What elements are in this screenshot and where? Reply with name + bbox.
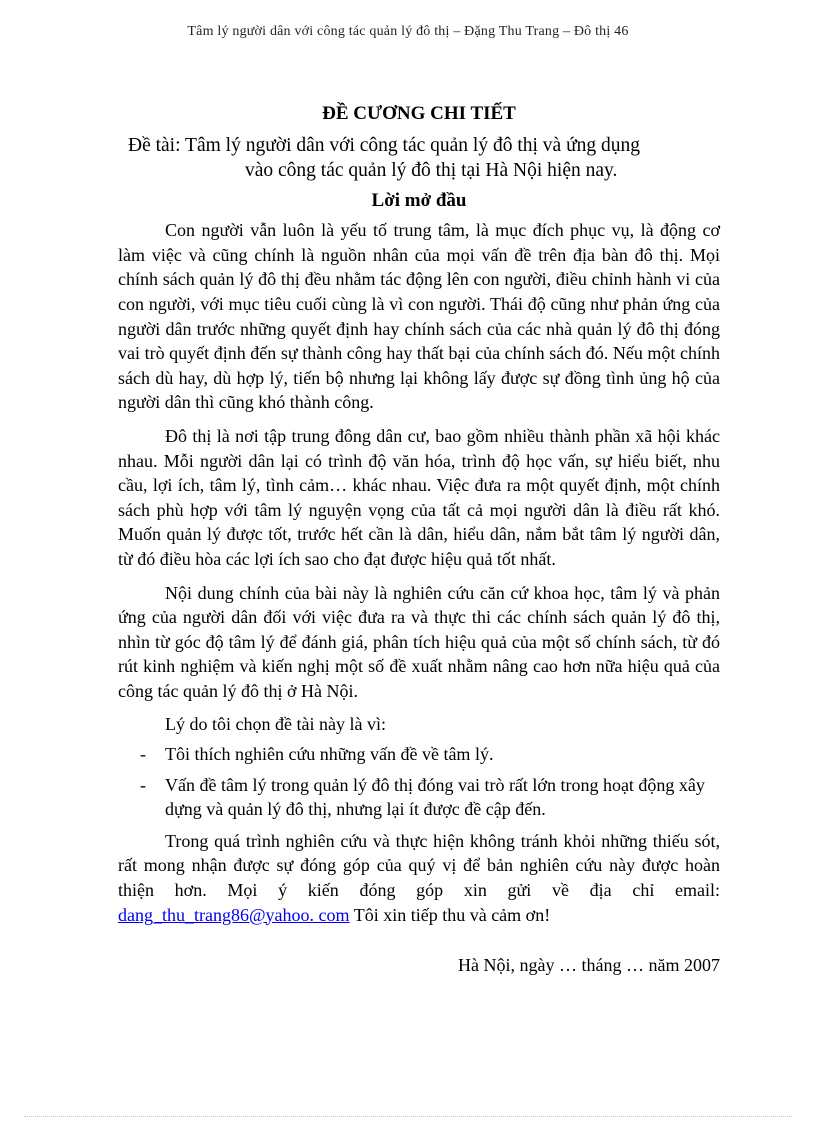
footer-divider [24,1116,792,1117]
document-title: ĐỀ CƯƠNG CHI TIẾT [322,103,516,124]
reason-text: Vấn đề tâm lý trong quản lý đô thị đóng vai trò rất lớn trong hoạt động xây dựng và quản lý đô thị, nhưng lại ít được đề cập đến. [165,774,705,820]
topic-line-1: Đề tài: Tâm lý người dân với công tác quản lý đô thị và ứng dụng [128,134,641,156]
date-signoff: Hà Nội, ngày … tháng … năm 2007 [458,955,720,976]
page-header: Tâm lý người dân với công tác quản lý đô thị – Đặng Thu Trang – Đô thị 46 [187,24,629,39]
topic-line-2: vào công tác quản lý đô thị tại Hà Nội hiện nay. [245,159,618,181]
reason-text: Tôi thích nghiên cứu những vấn đề về tâm lý. [165,744,494,765]
list-item [118,742,720,767]
email-link[interactable]: dang_thu_trang86@yahoo. com [118,904,350,925]
paragraph-closing [118,829,720,927]
topic-heading [118,133,720,183]
list-item [118,773,720,822]
bullet-dash: - [140,774,146,795]
section-subtitle: Lời mở đầu [371,189,467,211]
paragraph-urban: Đô thị là nơi tập trung đông dân cư, bao gồm nhiều thành phần xã hội khác nhau. Mỗi người dân lại có trình độ văn hóa, trình độ học vấn, sự hiểu biết, nhu cầu, lợi ích, tâm lý, tình cảm… khác nhau. Việc đưa ra một quyết định, một chính sách phù hợp với tâm lý nguyện vọng của tất cả mọi người dân là điều rất khó. Muốn quản lý được tốt, trước hết cần là dân, hiểu dân, nắm bắt tâm lý người dân, từ đó điều hòa các lợi ích sao cho đạt được hiệu quả tốt nhất. [118,425,720,569]
paragraph-intro: Con người vẫn luôn là yếu tố trung tâm, là mục đích phục vụ, là động cơ làm việc và cũng chính là nguồn nhân của mọi vấn đề trên địa bàn đô thị. Mọi chính sách quản lý đô thị đều nhằm tác động lên con người, điều chỉnh hành vi của con người, với mục tiêu cuối cùng là vì con người. Thái độ cũng như phản ứng của người dân trước những quyết định hay chính sách của các nhà quản lý đô thị đóng vai trò quyết định đến sự thành công hay thất bại của chính sách đó. Nếu một chính sách dù hay, dù hợp lý, tiến bộ nhưng lại không lấy được sự đồng tình ủng hộ của người dân thì cũng khó thành công. [118,220,720,413]
reasons-list [118,742,720,822]
document-body [118,102,720,978]
paragraph-content: Nội dung chính của bài này là nghiên cứu căn cứ khoa học, tâm lý và phản ứng của người dân đối với việc đưa ra và thực thi các chính sách quản lý đô thị, nhìn từ góc độ tâm lý để đánh giá, phân tích hiệu quả của một số chính sách, từ đó rút kinh nghiệm và kiến nghị một số đề xuất nhằm nâng cao hơn nữa hiệu quả của công tác quản lý đô thị ở Hà Nội. [118,582,720,701]
bullet-dash: - [140,744,146,765]
thanks-text: Tôi xin tiếp thu và cảm ơn! [353,904,551,925]
closing-text: Trong quá trình nghiên cứu và thực hiện không tránh khỏi những thiếu sót, rất mong nhận được sự đóng góp của quý vị để bản nghiên cứu này được hoàn thiện hơn. Mọi ý kiến đóng góp xin gửi về địa chỉ email: [118,830,720,901]
reasons-intro: Lý do tôi chọn đề tài này là vì: [165,714,386,735]
